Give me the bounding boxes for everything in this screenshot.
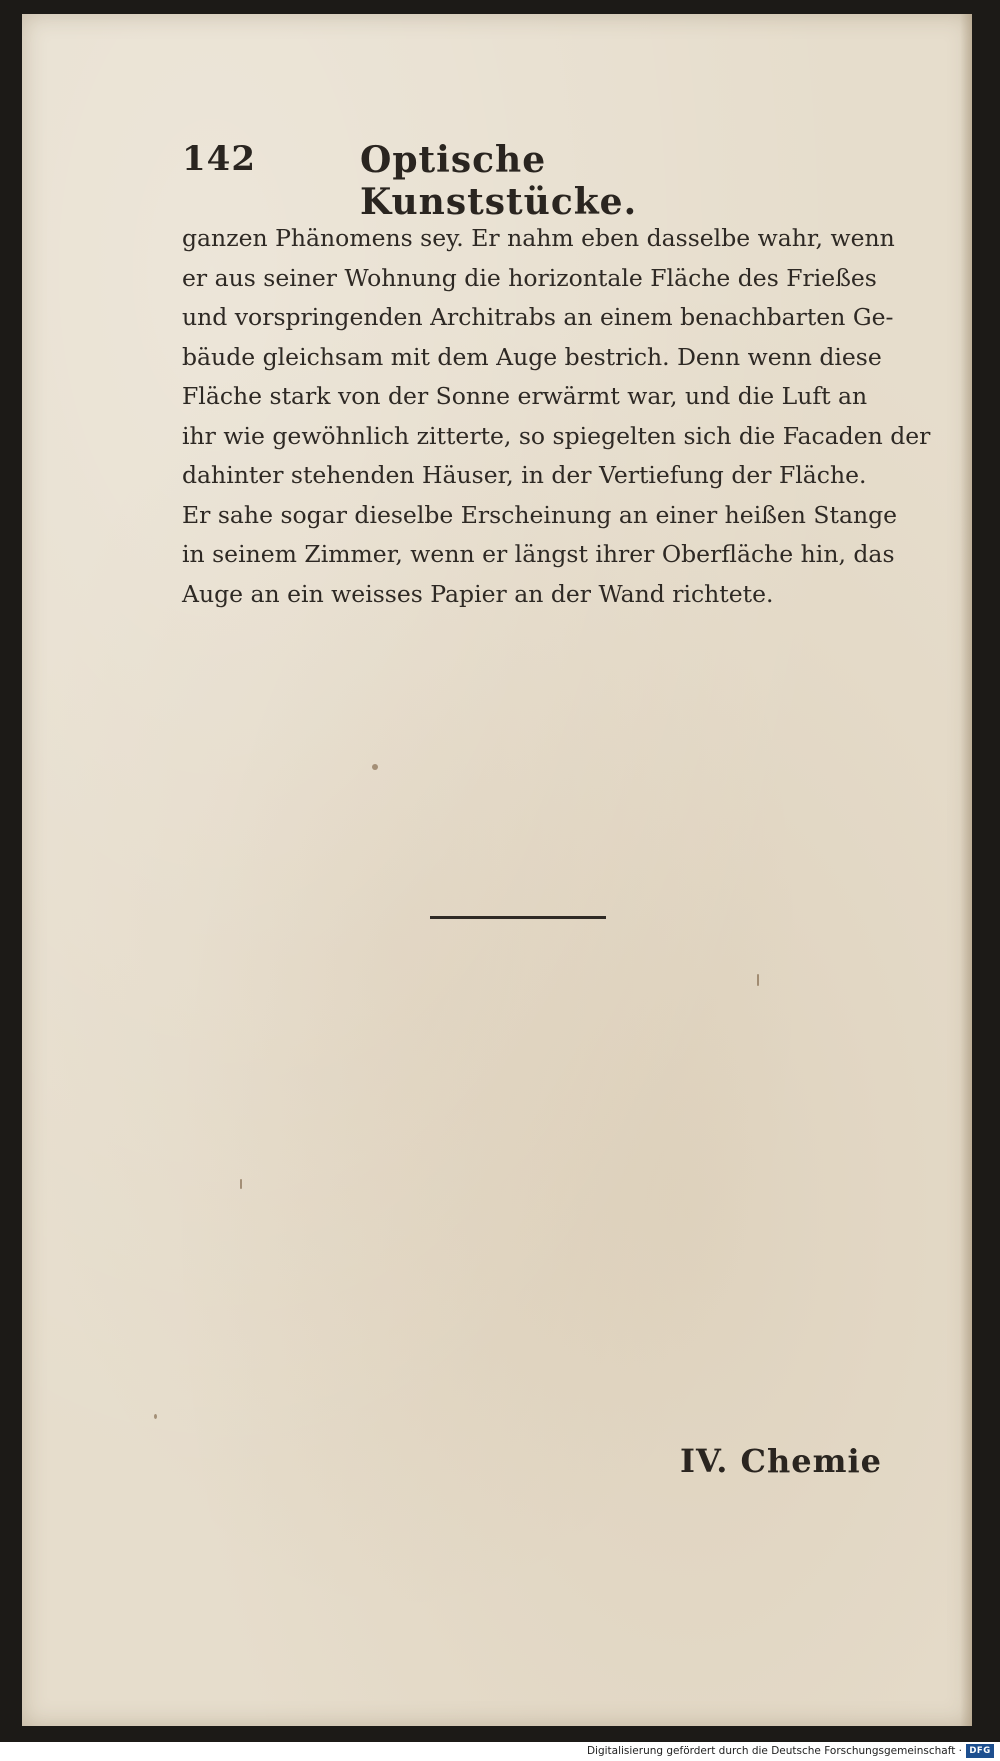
paper-speck [372, 764, 378, 770]
text-line: ihr wie gewöhnlich zitterte, so spiegelten sich die Facaden der [182, 421, 931, 450]
paper-speck [757, 974, 759, 986]
dfg-logo-icon: DFG [966, 1744, 994, 1758]
text-line: bäude gleichsam mit dem Auge bestrich. Denn wenn diese [182, 342, 882, 371]
text-line: in seinem Zimmer, wenn er längst ihrer Oberfläche hin, das [182, 540, 895, 568]
page-number: 142 [182, 139, 256, 179]
running-head-title: Optische Kunststücke. [360, 139, 638, 223]
paper-speck [240, 1179, 242, 1189]
text-line: ganzen Phänomens sey. Er nahm eben dasselbe wahr, wenn [182, 224, 895, 252]
book-page [22, 14, 972, 1726]
page-edge-shading [960, 14, 972, 1726]
running-head [182, 139, 762, 223]
text-line: dahinter stehenden Häuser, in der Vertiefung der Fläche. [182, 461, 867, 489]
digitization-footer [0, 1742, 1000, 1761]
text-line: Fläche stark von der Sonne erwärmt war, und die Luft an [182, 382, 868, 410]
body-text [182, 219, 931, 614]
text-line: und vorspringenden Architrabs an einem benachbarten Ge- [182, 303, 894, 331]
text-line: er aus seiner Wohnung die horizontale Fläche des Frießes [182, 263, 877, 292]
paper-speck [154, 1414, 157, 1419]
digitization-credit: Digitalisierung gefördert durch die Deutsche Forschungsgemeinschaft · [586, 1745, 962, 1757]
text-line: Auge an ein weisses Papier an der Wand richtete. [182, 579, 774, 608]
section-divider-rule [430, 916, 606, 919]
text-line: Er sahe sogar dieselbe Erscheinung an einer heißen Stange [182, 500, 898, 529]
catchword: IV. Chemie [680, 1442, 882, 1480]
